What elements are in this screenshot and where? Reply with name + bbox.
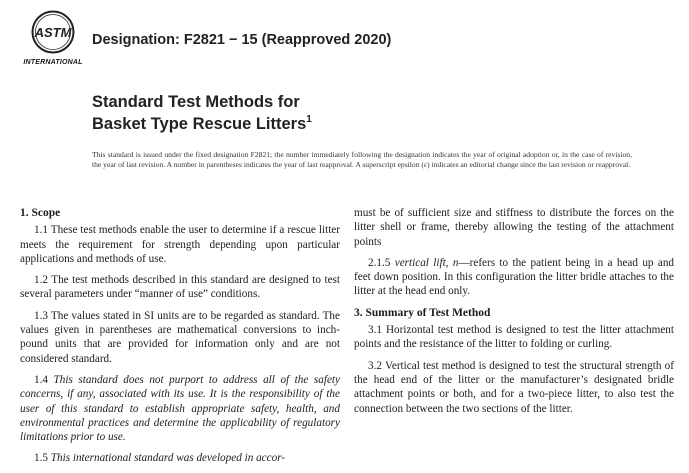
paragraph-2-1-5 [354,256,674,299]
paragraph-2-1-5-number: 2.1.5 [368,256,391,269]
paragraph-1-5 [20,451,340,465]
paragraph-1-2: 1.2 The test methods described in this standard are designed to test several parameters under “manner of use” conditions. [20,274,340,301]
astm-logo [22,10,86,72]
paragraph-1-1: 1.1 These test methods enable the user to determine if a rescue litter meets the requirement for strength depending upon particular applications and methods of use. [20,224,340,265]
document-title [92,93,312,133]
title-footnote-mark: 1 [306,114,312,125]
continued-paragraph: must be of sufficient size and stiffness to distribute the forces on the litter shell or frame, thereby allowing the testing of the attachment points [354,207,674,248]
term-vertical-lift: vertical lift, n [394,256,459,269]
paragraph-1-4 [20,373,340,444]
title-line-1: Standard Test Methods for [92,93,300,111]
logo-wordmark: INTERNATIONAL [23,59,83,66]
paragraph-1-5-number: 1.5 [34,452,48,465]
designation-line: Designation: F2821 − 15 (Reapproved 2020) [92,32,392,48]
paragraph-1-4-text: This standard does not purport to address all of the safety concerns, if any, associated with its use. It is the responsibility of the user of this standard to establish appropriate safety, health, and environmental practices and determine the applicability of regulatory limitations prior to use. [20,373,340,444]
paragraph-1-3: 1.3 The values stated in SI units are to be regarded as standard. The values given in parentheses are mathematical conversions to inch-pound units that are provided for information only and are not considered standard. [20,309,340,365]
right-column [354,206,674,423]
paragraph-1-5-text: This international standard was developed in accor- [50,452,286,465]
section-heading-summary: 3. Summary of Test Method [354,306,491,319]
paragraph-3-1: 3.1 Horizontal test method is designed to test the litter attachment points and the resistance of the litter to folding or curling. [354,324,674,351]
left-column [20,206,340,473]
astm-emblem-icon [31,10,75,54]
title-line-2 [92,111,312,133]
issuance-notice: This standard is issued under the fixed designation F2821; the number immediately following the designation indicates the year of original adoption or, in the case of revision, the year of last revision. A number in parentheses indicates the year of last reapproval. A superscript epsilon (ε) indicates an editorial change since the last revision or reapproval. [92,150,632,170]
title-line-2-text: Basket Type Rescue Litters [92,115,307,133]
section-heading-scope: 1. Scope [20,207,61,219]
astm-logo-letters: ASTM [34,25,72,40]
paragraph-2-1-5-text: —refers to the patient being in a head up and feet down position. In this configuration the litter bridle attaches to the litter at the head end only. [354,256,675,298]
paragraph-3-2: 3.2 Vertical test method is designed to test the structural strength of the head end of the litter or the manufacturer’s designated bridle attachment points or both, and for a two-piece litter, to also test the connection between the two sections of the litter. [354,359,674,415]
paragraph-1-4-number: 1.4 [34,373,48,386]
